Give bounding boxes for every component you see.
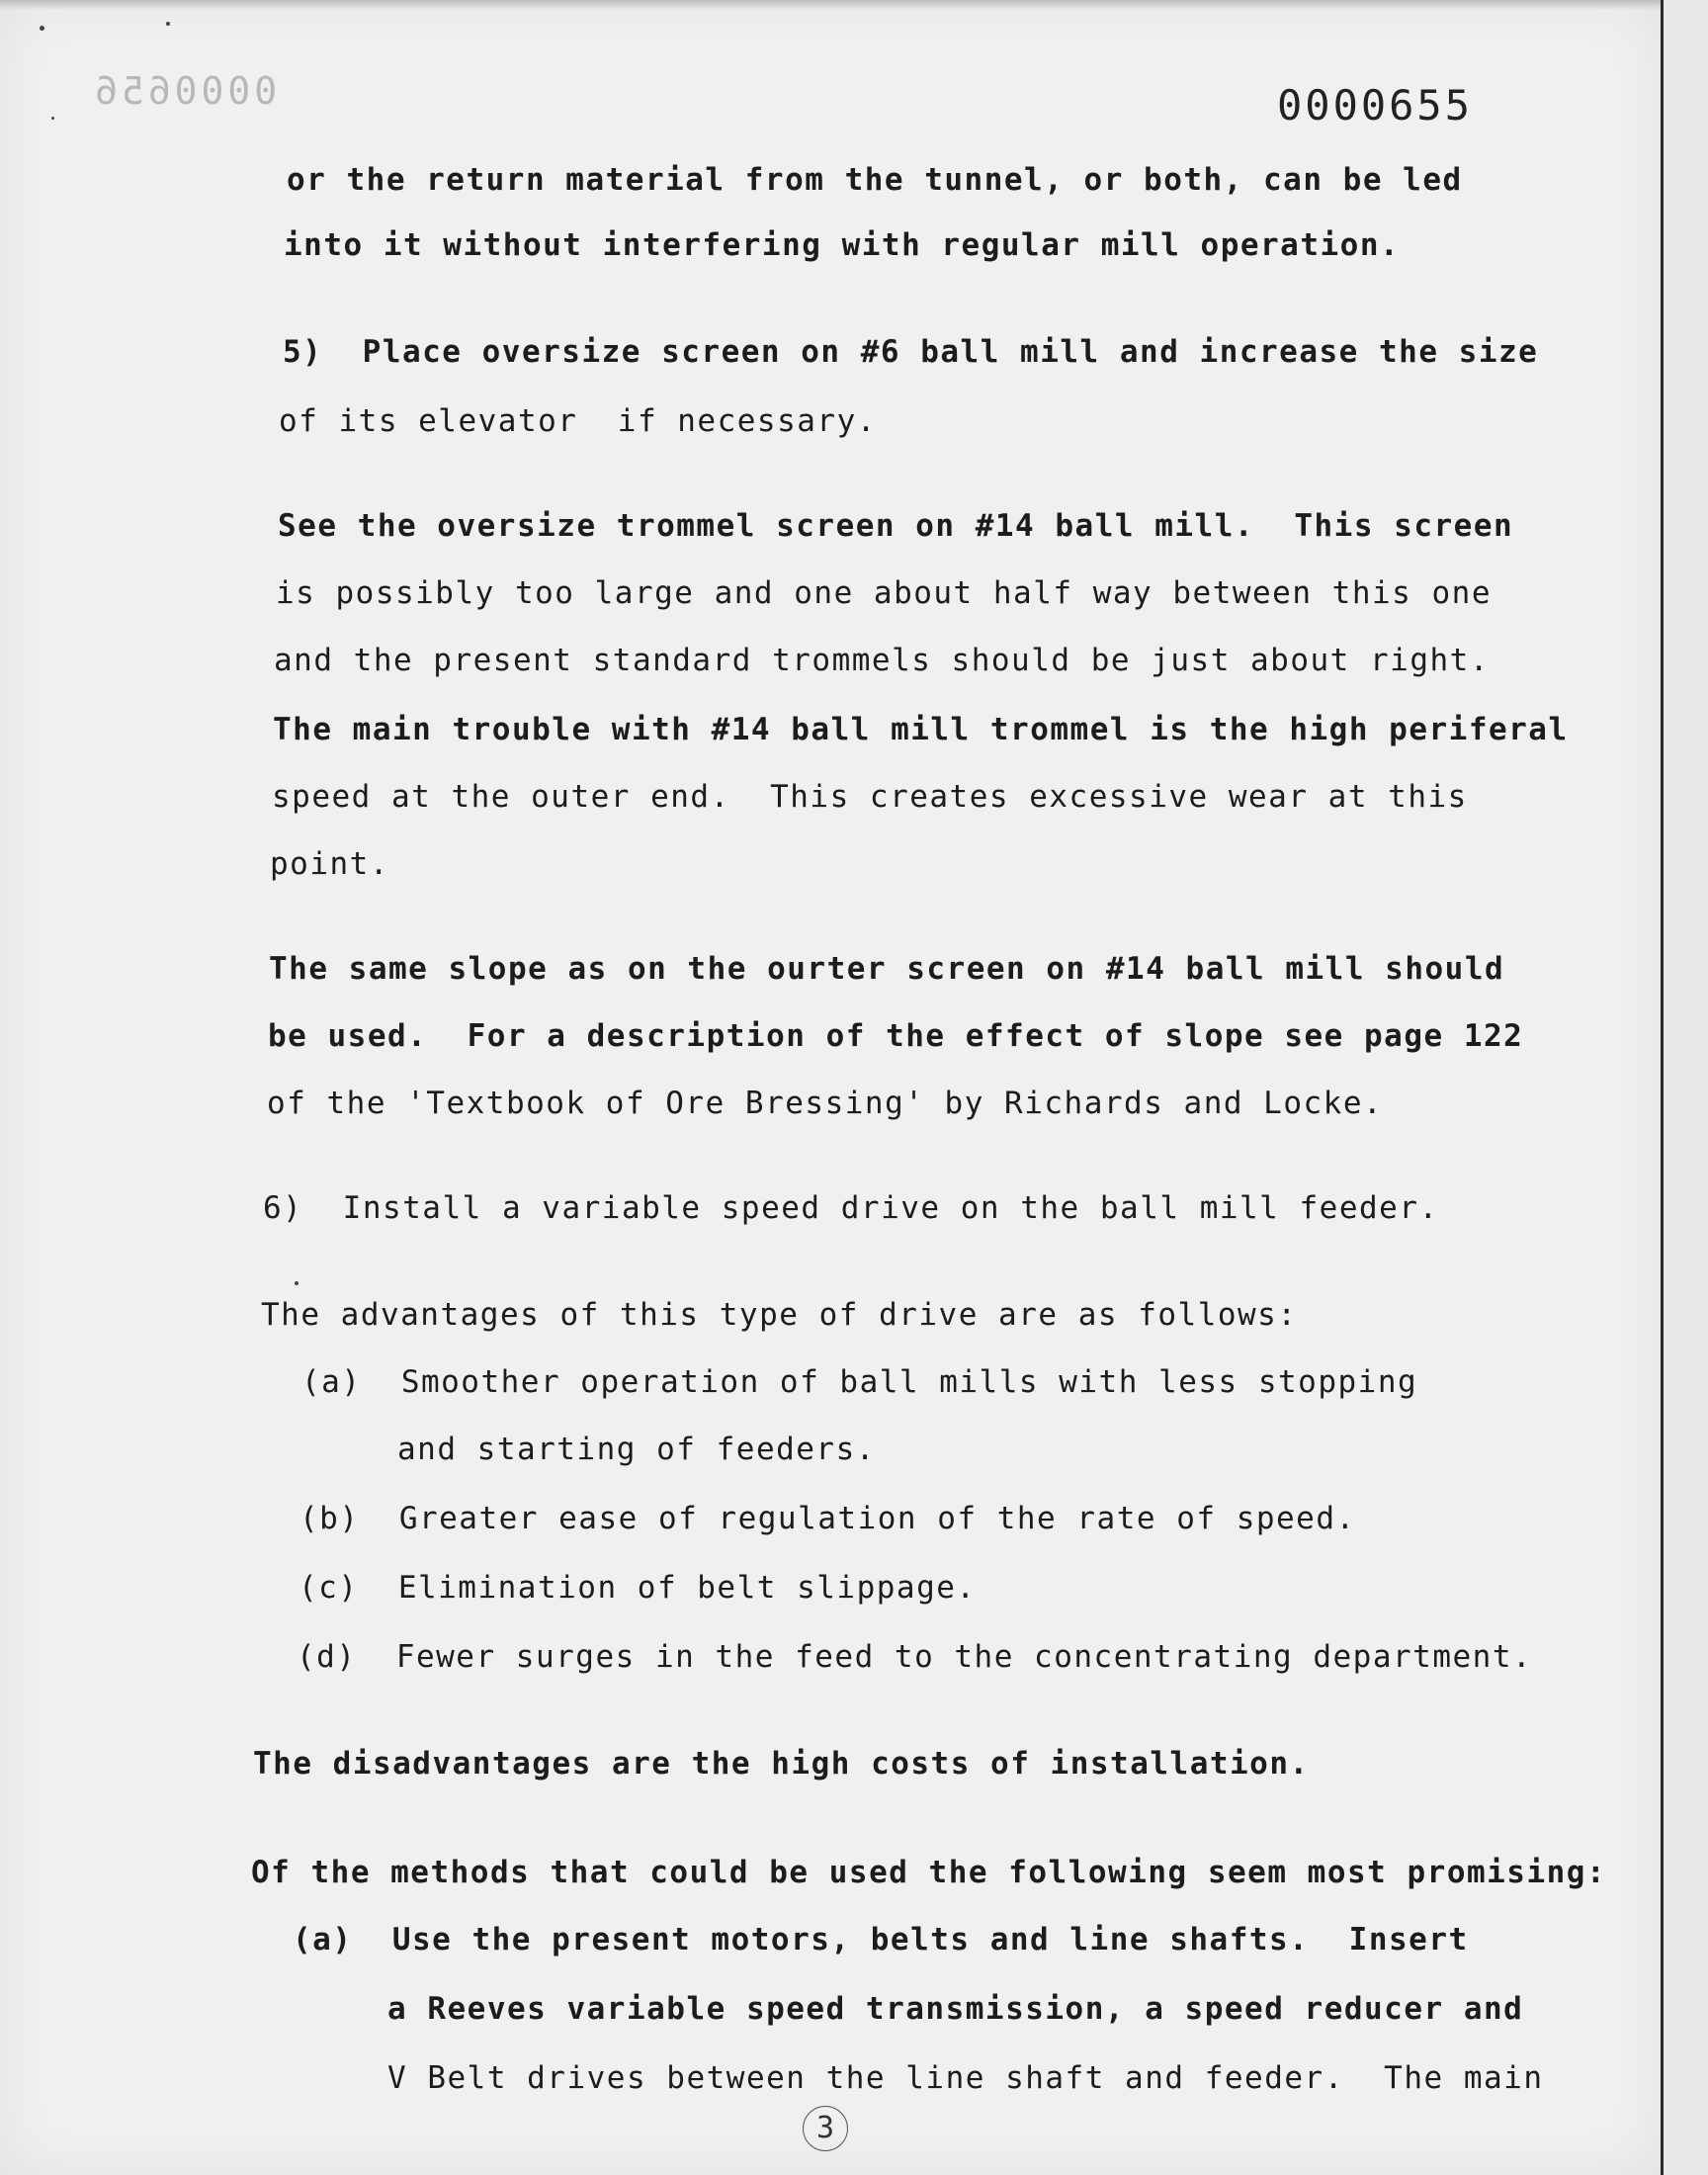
- text-line: or the return material from the tunnel, or both, can be led: [287, 162, 1463, 198]
- text-line: 5) Place oversize screen on #6 ball mill and increase the size: [283, 334, 1539, 370]
- text-line: The main trouble with #14 ball mill trommel is the high periferal: [273, 712, 1569, 747]
- text-line: point.: [270, 846, 389, 882]
- text-line: 6) Install a variable speed drive on the ball mill feeder.: [263, 1190, 1439, 1226]
- list-item-continuation: V Belt drives between the line shaft and feeder. The main: [387, 2060, 1544, 2096]
- list-item-continuation: and starting of feeders.: [397, 1432, 876, 1467]
- scan-speck: [40, 26, 44, 31]
- text-line: is possibly too large and one about half way between this one: [276, 575, 1492, 611]
- text-line: into it without interfering with regular mill operation.: [284, 227, 1401, 263]
- text-line: The disadvantages are the high costs of installation.: [253, 1746, 1310, 1782]
- text-line: be used. For a description of the effect of slope see page 122: [268, 1018, 1524, 1054]
- list-item: (c) Elimination of belt slippage.: [299, 1570, 977, 1606]
- list-item: (b) Greater ease of regulation of the rate of speed.: [299, 1501, 1356, 1536]
- list-item-continuation: a Reeves variable speed transmission, a speed reducer and: [387, 1991, 1524, 2027]
- list-item: (a) Smoother operation of ball mills with less stopping: [301, 1364, 1418, 1400]
- scan-speck: [295, 1281, 299, 1285]
- scan-speck: [166, 22, 170, 26]
- text-line: The same slope as on the ourter screen on #14 ball mill should: [269, 951, 1505, 987]
- list-item: (a) Use the present motors, belts and line shafts. Insert: [293, 1922, 1469, 1958]
- text-line: See the oversize trommel screen on #14 ball mill. This screen: [278, 508, 1514, 544]
- text-line: Of the methods that could be used the following seem most promising:: [251, 1855, 1607, 1890]
- list-item: (d) Fewer surges in the feed to the concentrating department.: [297, 1639, 1533, 1675]
- page-number-text: 3: [803, 2106, 848, 2151]
- text-line: of its elevator if necessary.: [279, 403, 877, 439]
- page-number: [803, 2106, 848, 2151]
- scan-edge-shadow: [0, 0, 1661, 10]
- text-line: and the present standard trommels should be just about right.: [274, 643, 1490, 678]
- text-line: The advantages of this type of drive are as follows:: [261, 1297, 1298, 1333]
- text-line: of the 'Textbook of Ore Bressing' by Richards and Locke.: [267, 1086, 1384, 1121]
- page-id-stamp: 0000655: [1277, 81, 1474, 130]
- scan-speck: [51, 117, 54, 120]
- text-line: speed at the outer end. This creates excessive wear at this: [272, 779, 1468, 815]
- mirrored-stamp: 0000656: [91, 69, 278, 113]
